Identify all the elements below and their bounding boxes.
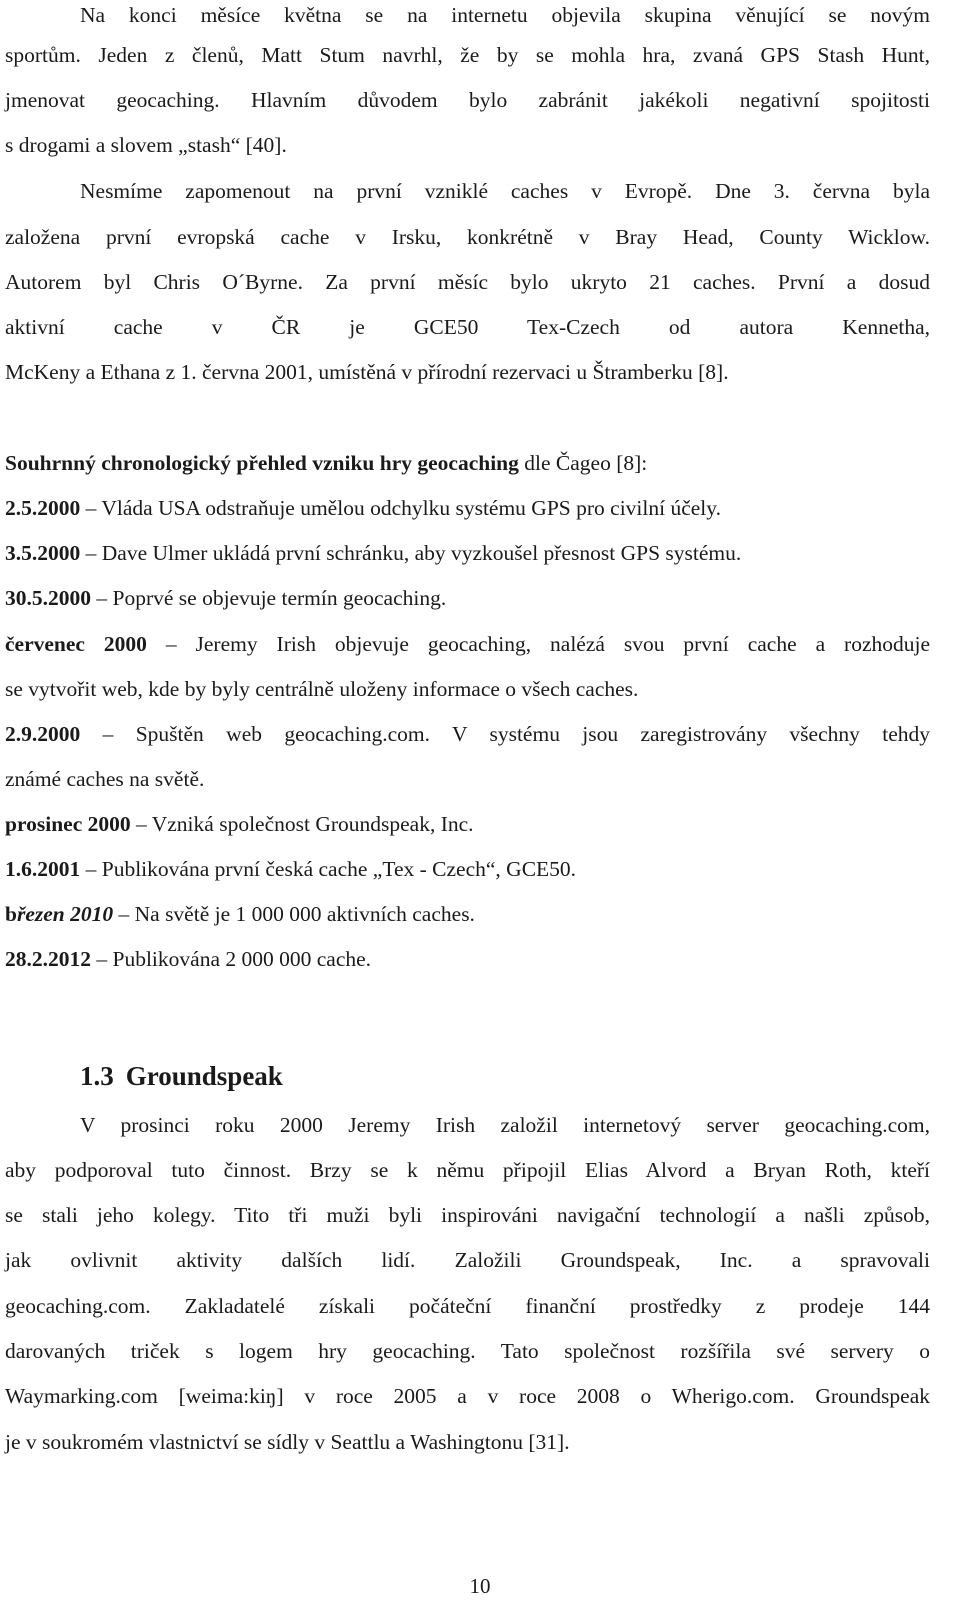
- timeline-date: prosinec 2000: [5, 812, 131, 836]
- timeline-item: [5, 719, 930, 749]
- timeline-text: – Na světě je 1 000 000 aktivních caches.: [113, 902, 475, 926]
- timeline-item: [5, 944, 930, 974]
- paragraph-line: V prosinci roku 2000 Jeremy Irish založil internetový server geocaching.com,: [80, 1113, 930, 1137]
- paragraph-line: geocaching.com. Zakladatelé získali počáteční finanční prostředky z prodeje 144: [5, 1294, 930, 1318]
- timeline-text: – Publikována 2 000 000 cache.: [91, 947, 372, 971]
- paragraph-line: aktivní cache v ČR je GCE50 Tex-Czech od autora Kennetha,: [5, 315, 930, 339]
- timeline-continuation: známé caches na světě.: [5, 767, 205, 791]
- timeline-date: 1.6.2001: [5, 857, 81, 881]
- timeline-date: červenec 2000: [5, 632, 147, 656]
- timeline-item: [5, 583, 930, 613]
- timeline-continuation: se vytvořit web, kde by byly centrálně uloženy informace o všech caches.: [5, 677, 639, 701]
- timeline-text: – Jeremy Irish objevuje geocaching, nalézá svou první cache a rozhoduje: [146, 632, 931, 656]
- timeline-item: [5, 493, 930, 523]
- timeline-item: [5, 538, 930, 568]
- timeline-date: 2.5.2000: [5, 496, 81, 520]
- timeline-item: [5, 809, 930, 839]
- timeline-date-italic: řezen 2010: [16, 902, 114, 926]
- timeline-text: – Spuštěn web geocaching.com. V systému jsou zaregistrovány všechny tehdy: [80, 722, 930, 746]
- timeline-date: 30.5.2000: [5, 586, 91, 610]
- paragraph-line: darovaných triček s logem hry geocaching. Tato společnost rozšířila své servery o: [5, 1339, 930, 1363]
- paragraph-line: jmenovat geocaching. Hlavním důvodem bylo zabránit jakékoli negativní spojitosti: [5, 88, 930, 112]
- paragraph-line: se stali jeho kolegy. Tito tři muži byli inspirováni navigační technologií a našli způsob,: [5, 1203, 930, 1227]
- paragraph-line: McKeny a Ethana z 1. června 2001, umístěná v přírodní rezervaci u Štramberku [8].: [5, 360, 729, 384]
- timeline-text: – Dave Ulmer ukládá první schránku, aby vyzkoušel přesnost GPS systému.: [80, 541, 742, 565]
- paragraph-line: s drogami a slovem „stash“ [40].: [5, 133, 287, 157]
- paragraph-line: Waymarking.com [weima:kiŋ] v roce 2005 a v roce 2008 o Wherigo.com. Groundspeak: [5, 1384, 930, 1408]
- timeline-date: 28.2.2012: [5, 947, 91, 971]
- timeline-item: [5, 854, 930, 884]
- section-heading: [80, 1059, 283, 1093]
- timeline-date: 2.9.2000: [5, 722, 81, 746]
- timeline-date: 3.5.2000: [5, 541, 81, 565]
- paragraph-line: aby podporoval tuto činnost. Brzy se k němu připojil Elias Alvord a Bryan Roth, kteří: [5, 1158, 930, 1182]
- timeline-item: [5, 629, 930, 659]
- paragraph-line: Autorem byl Chris O´Byrne. Za první měsíc bylo ukryto 21 caches. První a dosud: [5, 270, 930, 294]
- paragraph-line: založena první evropská cache v Irsku, konkrétně v Bray Head, County Wicklow.: [5, 225, 930, 249]
- summary-heading-bold: Souhrnný chronologický přehled vzniku hry geocaching: [5, 451, 519, 475]
- timeline-text: – Poprvé se objevuje termín geocaching.: [91, 586, 447, 610]
- timeline-date: b: [5, 902, 17, 926]
- section-number: 1.3: [80, 1061, 114, 1091]
- timeline-text: – Vláda USA odstraňuje umělou odchylku systému GPS pro civilní účely.: [80, 496, 722, 520]
- timeline-text: – Publikována první česká cache „Tex - Czech“, GCE50.: [80, 857, 577, 881]
- paragraph-line: je v soukromém vlastnictví se sídly v Seattlu a Washingtonu [31].: [5, 1430, 570, 1454]
- paragraph-line: Nesmíme zapomenout na první vzniklé caches v Evropě. Dne 3. června byla: [80, 179, 930, 203]
- summary-heading-rest: dle Čageo [8]:: [518, 451, 648, 475]
- page-number: 10: [469, 1574, 491, 1598]
- paragraph-line: jak ovlivnit aktivity dalších lidí. Založili Groundspeak, Inc. a spravovali: [5, 1248, 930, 1272]
- summary-heading: [5, 448, 930, 478]
- timeline-text: – Vzniká společnost Groundspeak, Inc.: [130, 812, 474, 836]
- timeline-item: [5, 899, 930, 929]
- section-title: Groundspeak: [125, 1061, 283, 1091]
- paragraph-line: sportům. Jeden z členů, Matt Stum navrhl, že by se mohla hra, zvaná GPS Stash Hunt,: [5, 43, 930, 67]
- paragraph-line: Na konci měsíce května se na internetu objevila skupina věnující se novým: [80, 3, 930, 27]
